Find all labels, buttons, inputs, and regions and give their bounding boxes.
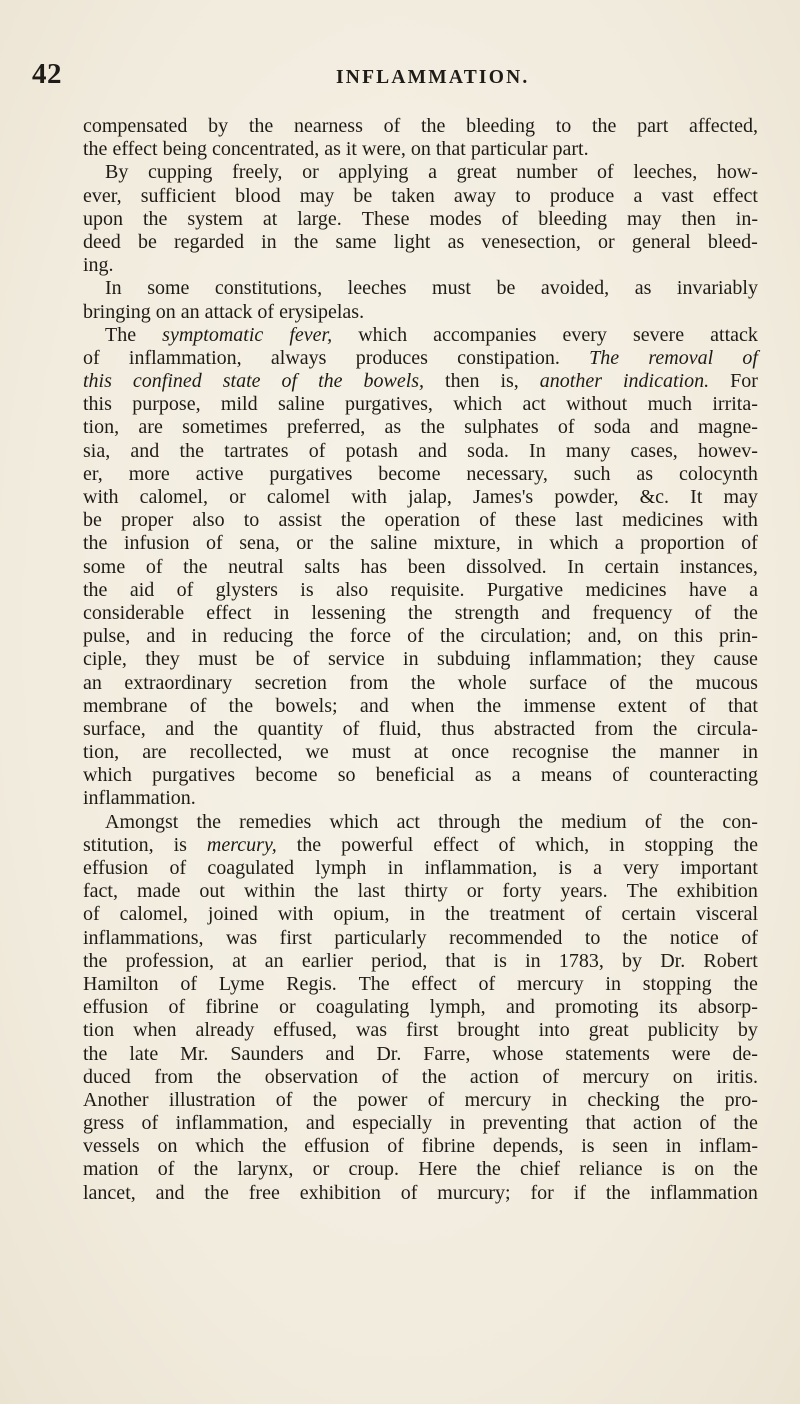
text-line: By cupping freely, or applying a great number of leeches, how- <box>105 161 758 184</box>
text-line: fact, made out within the last thirty or forty years. The exhibition <box>83 880 758 903</box>
text-line: The symptomatic fever, which accompanies every severe attack <box>105 323 758 346</box>
page-header <box>0 58 800 98</box>
text-line: the infusion of sena, or the saline mixture, in which a proportion of <box>83 532 758 555</box>
text-line: ever, sufficient blood may be taken away to produce a vast effect <box>83 184 758 207</box>
text-line: mation of the larynx, or croup. Here the chief reliance is on the <box>83 1158 758 1181</box>
text-line: an extraordinary secretion from the whole surface of the mucous <box>83 671 758 694</box>
text-line: vessels on which the effusion of fibrine depends, is seen in inflam- <box>83 1135 758 1158</box>
text-line: ciple, they must be of service in subduing inflammation; they cause <box>83 648 758 671</box>
text-line: some of the neutral salts has been dissolved. In certain instances, <box>83 555 758 578</box>
text-line: tion, are recollected, we must at once recognise the manner in <box>83 741 758 764</box>
text-line: Amongst the remedies which act through the medium of the con- <box>105 810 758 833</box>
text-line: inflammations, was first particularly recommended to the notice of <box>83 926 758 949</box>
text-line: er, more active purgatives become necessary, such as colocynth <box>83 462 758 485</box>
text-line: of calomel, joined with opium, in the treatment of certain visceral <box>83 903 758 926</box>
body-text <box>83 115 758 1205</box>
text-line: bringing on an attack of erysipelas. <box>83 300 365 323</box>
running-head: INFLAMMATION. <box>336 67 530 88</box>
text-line: tion, are sometimes preferred, as the sulphates of soda and magne- <box>83 416 758 439</box>
text-line: be proper also to assist the operation of these last medicines with <box>83 509 758 532</box>
text-line: the effect being concentrated, as it were, on that particular part. <box>83 138 589 161</box>
text-line: Hamilton of Lyme Regis. The effect of mercury in stopping the <box>83 972 758 995</box>
text-line: inflammation. <box>83 787 196 810</box>
text-line: the profession, at an earlier period, that is in 1783, by Dr. Robert <box>83 949 758 972</box>
text-line: tion when already effused, was first brought into great publicity by <box>83 1019 758 1042</box>
text-line: with calomel, or calomel with jalap, James's powder, &c. It may <box>83 486 758 508</box>
text-line: gress of inflammation, and especially in preventing that action of the <box>83 1112 758 1135</box>
text-line: ing. <box>83 254 114 277</box>
text-line: which purgatives become so beneficial as a means of counteracting <box>83 764 758 787</box>
text-line: this purpose, mild saline purgatives, which act without much irrita- <box>83 393 758 416</box>
text-line: Another illustration of the power of mercury in checking the pro- <box>83 1088 758 1111</box>
text-line: sia, and the tartrates of potash and soda. In many cases, howev- <box>83 439 758 462</box>
page-number: 42 <box>32 58 62 90</box>
text-line: stitution, is mercury, the powerful effect of which, in stopping the <box>83 833 758 856</box>
text-line: deed be regarded in the same light as venesection, or general bleed- <box>83 230 758 253</box>
text-line: of inflammation, always produces constipation. The removal of <box>83 346 758 369</box>
text-line: the late Mr. Saunders and Dr. Farre, whose statements were de- <box>83 1042 758 1065</box>
text-line: surface, and the quantity of fluid, thus abstracted from the circula- <box>83 717 758 740</box>
text-line: lancet, and the free exhibition of murcury; for if the inflammation <box>83 1181 758 1204</box>
text-line: pulse, and in reducing the force of the circulation; and, on this prin- <box>83 625 758 648</box>
text-line: upon the system at large. These modes of bleeding may then in- <box>83 207 758 230</box>
text-line: effusion of coagulated lymph in inflammation, is a very important <box>83 857 758 879</box>
text-line: considerable effect in lessening the strength and frequency of the <box>83 601 758 624</box>
text-line: effusion of fibrine or coagulating lymph, and promoting its absorp- <box>83 996 758 1019</box>
text-line: membrane of the bowels; and when the immense extent of that <box>83 694 758 717</box>
text-line: In some constitutions, leeches must be avoided, as invariably <box>105 277 758 300</box>
text-line: the aid of glysters is also requisite. Purgative medicines have a <box>83 578 758 601</box>
text-line: duced from the observation of the action of mercury on iritis. <box>83 1065 758 1088</box>
text-line: compensated by the nearness of the bleeding to the part affected, <box>83 115 758 137</box>
text-line: this confined state of the bowels, then is, another indication. For <box>83 370 758 393</box>
